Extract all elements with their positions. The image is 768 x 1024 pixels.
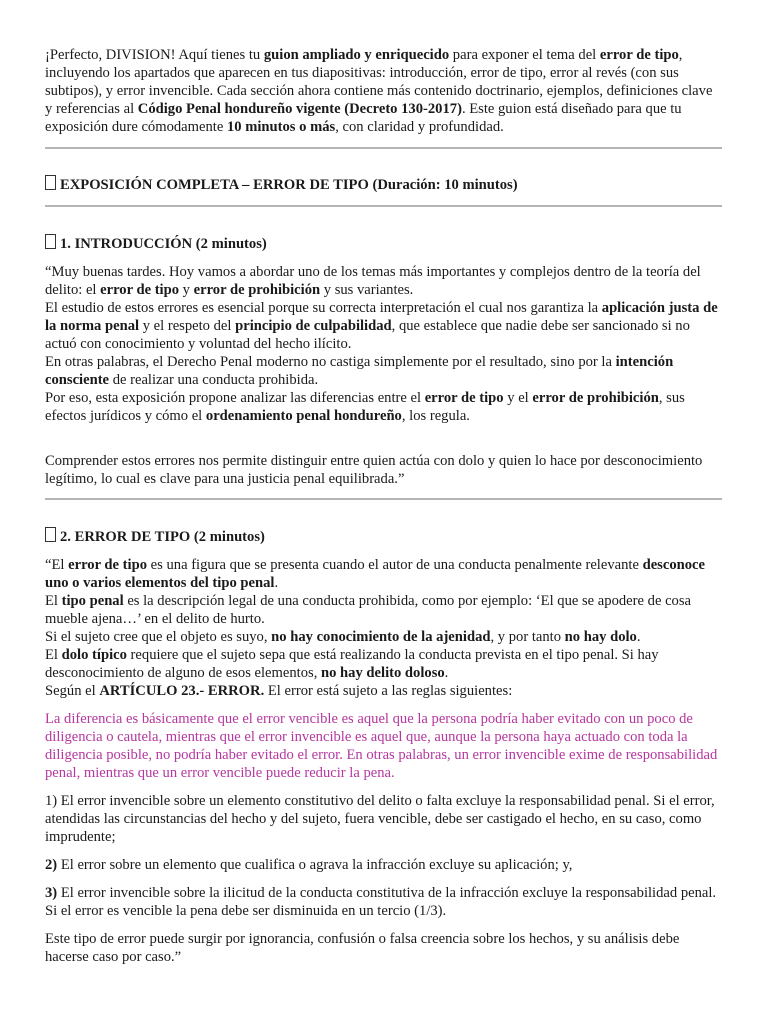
section1-closing: Comprender estos errores nos permite distinguir entre quien actúa con dolo y quien lo hace por desconocimiento legítimo, lo cual es clave para una justicia penal equilibrada.” bbox=[45, 453, 703, 487]
section2-closing: Este tipo de error puede surgir por ignorancia, confusión o falsa creencia sobre los hechos, y su análisis debe hacerse caso por caso.” bbox=[45, 931, 680, 965]
rule-2: 2) El error sobre un elemento que cualifica o agrava la infracción excluye su aplicación; y, bbox=[45, 857, 573, 873]
rule-1: 1) El error invencible sobre un elemento constitutivo del delito o falta excluye la responsabilidad penal. Si el error, atendidas las circunstancias del hecho y del sujeto, fuera vencible, debe ser castigado el hecho, en su caso, como imprudente; bbox=[45, 793, 715, 845]
section2-body: “El error de tipo es una figura que se presenta cuando el autor de una conducta penalmente relevante desconoce uno o varios elementos del tipo penal. El tipo penal es la descripción legal de una conducta prohibida, como por ejemplo: ‘El que se apodere de cosa mueble ajena…’ en el delito de hurto. Si el sujeto cree que el objeto es suyo, no hay conocimiento de la ajenidad, y por tanto no hay dolo. El dolo típico requiere que el sujeto sepa que está realizando la conducta prevista en el tipo penal. Si hay desconocimiento de alguno de esos elementos, no hay delito doloso. Según el ARTÍCULO 23.- ERROR. El error está sujeto a las reglas siguientes: bbox=[45, 557, 705, 699]
divider bbox=[45, 205, 722, 207]
highlighted-explanation: La diferencia es básicamente que el error vencible es aquel que la persona podría haber evitado con un poco de diligencia o cautela, mientras que el error invencible es aquel que, aunque la persona haya actuado con toda la diligencia posible, no podría haber evitado el error. En otras palabras, un error invencible exime de responsabilidad penal, mientras que un error vencible puede reducir la pena. bbox=[45, 711, 718, 781]
intro-paragraph: ¡Perfecto, DIVISION! Aquí tienes tu guion ampliado y enriquecido para exponer el tema del error de tipo, incluyendo los apartados que aparecen en tus diapositivas: introducción, error de tipo, error al revés (con sus subtipos), y error invencible. Cada sección ahora contiene más contenido doctrinario, ejemplos, definiciones clave y referencias al Código Penal hondureño vigente (Decreto 130-2017). Este guion está diseñado para que tu exposición dure cómodamente 10 minutos o más, con claridad y profundidad. bbox=[45, 47, 713, 135]
divider bbox=[45, 147, 722, 149]
placeholder-glyph-icon bbox=[45, 527, 56, 542]
main-heading: EXPOSICIÓN COMPLETA – ERROR DE TIPO (Duración: 10 minutos) bbox=[45, 175, 722, 194]
placeholder-glyph-icon bbox=[45, 175, 56, 190]
placeholder-glyph-icon bbox=[45, 234, 56, 249]
section2-heading: 2. ERROR DE TIPO (2 minutos) bbox=[45, 527, 722, 546]
section1-heading: 1. INTRODUCCIÓN (2 minutos) bbox=[45, 234, 722, 253]
rule-3: 3) El error invencible sobre la ilicitud de la conducta constitutiva de la infracción excluye la responsabilidad penal. Si el error es vencible la pena debe ser disminuida en un tercio (1/3). bbox=[45, 885, 717, 919]
divider bbox=[45, 498, 722, 500]
section1-body: “Muy buenas tardes. Hoy vamos a abordar uno de los temas más importantes y complejos dentro de la teoría del delito: el error de tipo y error de prohibición y sus variantes. El estudio de estos errores es esencial porque su correcta interpretación el cual nos garantiza la aplicación justa de la norma penal y el respeto del principio de culpabilidad, que establece que nadie debe ser sancionado si no actuó con conocimiento y voluntad del hecho ilícito. En otras palabras, el Derecho Penal moderno no castiga simplemente por el resultado, sino por la intención consciente de realizar una conducta prohibida. Por eso, esta exposición propone analizar las diferencias entre el error de tipo y el error de prohibición, sus efectos jurídicos y cómo el ordenamiento penal hondureño, los regula. bbox=[45, 264, 718, 424]
